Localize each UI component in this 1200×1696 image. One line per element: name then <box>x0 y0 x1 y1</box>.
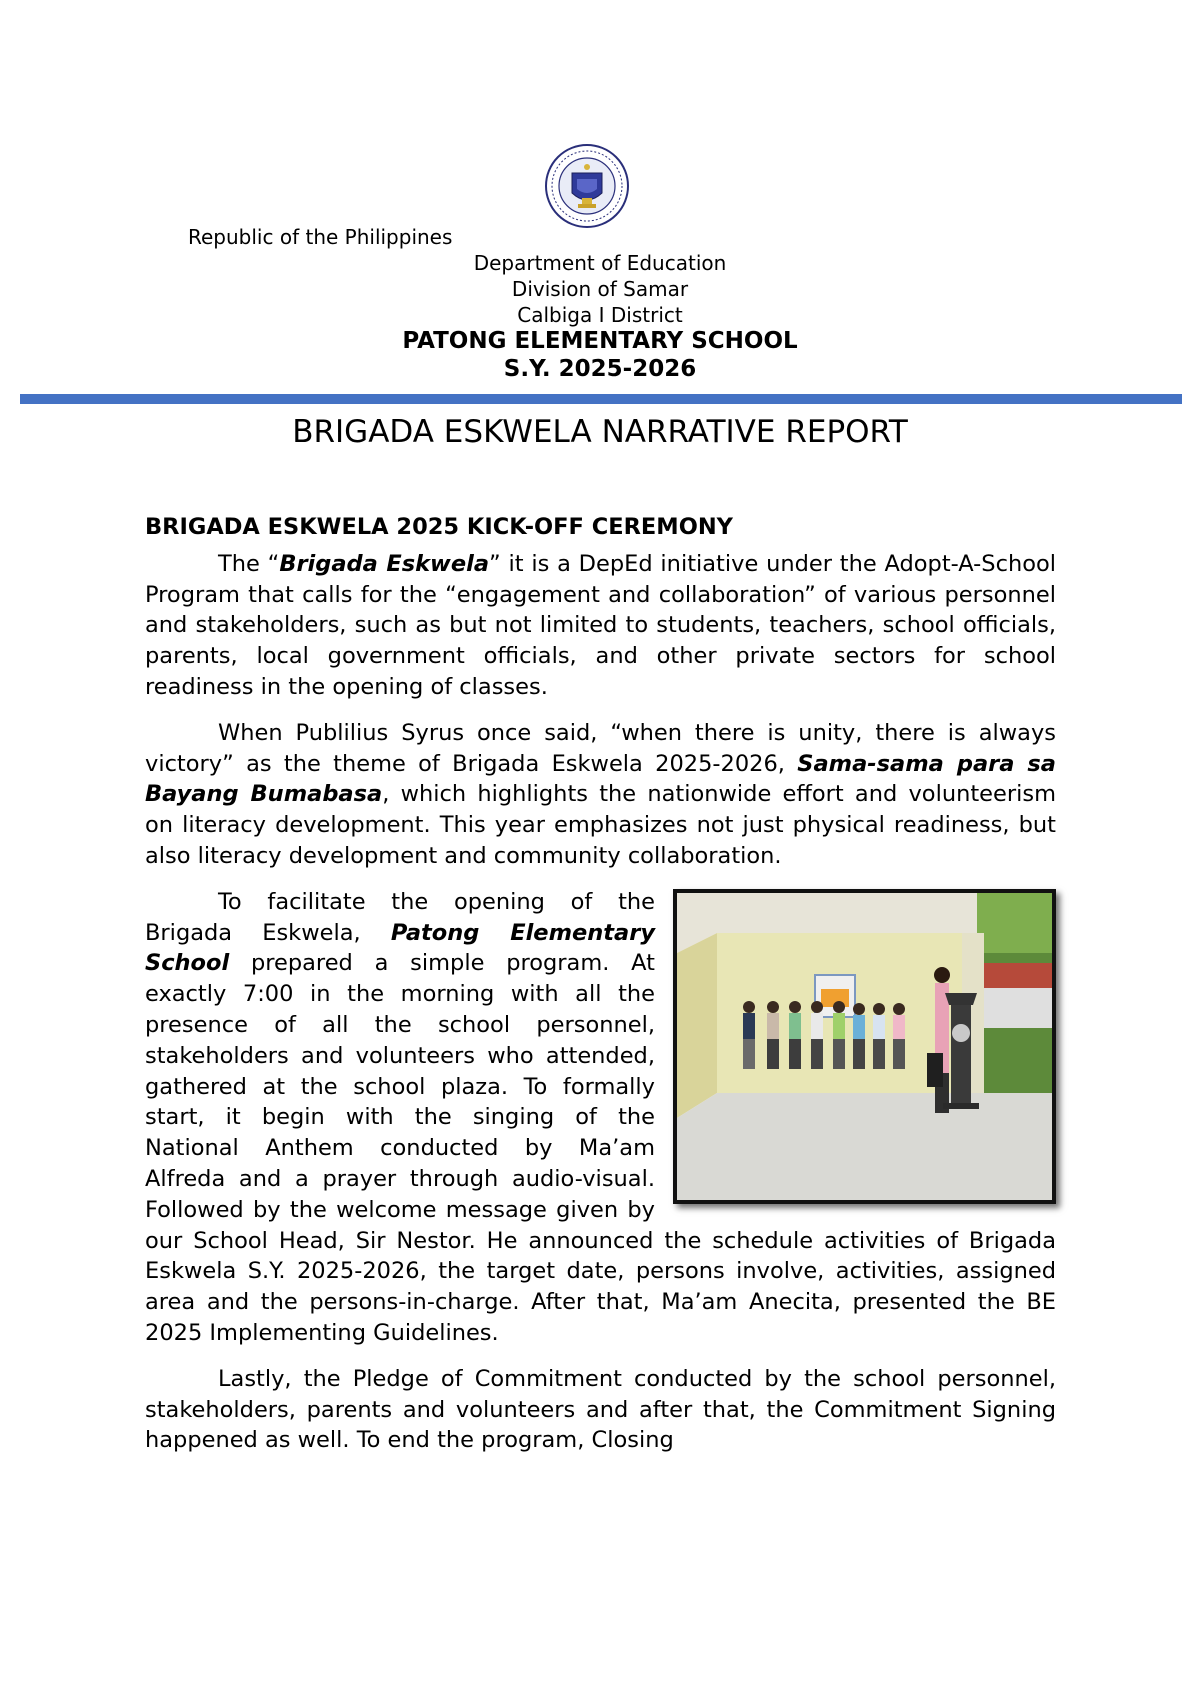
p3-text-c: prepared a simple program. At exactly 7:00 in the morning with all the presence of all the school personnel, stakeholders and volunteers who attended, gathered at the school plaza. To formally start, it begin with the singing of the National Anthem conducted by Ma’am Alfreda and a prayer through audio-visual. Followed by the welcome message given by our School Head, Sir Nestor. He announced the schedule activities of Brigada Eskwela S.Y. 2025-2026, the target date, persons involve, activities, assigned area and the persons-in-charge. After that, Ma’am Anecita, presented the BE 2025 Implementing Guidelines. <box>145 950 1056 1346</box>
report-title: BRIGADA ESKWELA NARRATIVE REPORT <box>292 414 908 450</box>
p2-text-a: When Publilius Syrus once said, “when there is unity, there is always victory” as the theme of Brigada Eskwela 2025-2026, <box>145 719 1056 777</box>
paragraph-theme <box>145 718 1056 872</box>
division-line: Division of Samar <box>511 277 689 301</box>
p1-text-a: The “ <box>218 550 280 577</box>
report-body <box>145 512 1056 1471</box>
paragraph-closing: Lastly, the Pledge of Commitment conducted by the school personnel, stakeholders, parents and volunteers and after that, the Commitment Signing happened as well. To end the program, Closing <box>145 1365 1056 1454</box>
p2-text-c: , which highlights the nationwide effort and volunteerism on literacy development. This year emphasizes not just physical readiness, but also literacy development and community collaboration. <box>145 781 1056 869</box>
district-line: Calbiga I District <box>517 303 683 327</box>
deped-seal-icon <box>544 143 630 229</box>
p1-text-c: ” it is a DepEd initiative under the Adopt-A-School Program that calls for the “engagement and collaboration” of various personnel and stakeholders, such as but not limited to students, teachers, school officials, parents, local government officials, and other private sectors for school readiness in the opening of classes. <box>145 550 1056 700</box>
school-year: S.Y. 2025-2026 <box>503 356 697 382</box>
department-line: Department of Education <box>473 251 727 275</box>
p3-text-a: To facilitate the opening of the Brigada Eskwela, <box>145 888 655 946</box>
p3-emphasis: Patong Elementary School <box>145 919 655 977</box>
p1-emphasis: Brigada Eskwela <box>279 550 489 577</box>
ceremony-photo-image <box>677 893 1052 1200</box>
republic-line: Republic of the Philippines <box>188 225 453 249</box>
school-name: PATONG ELEMENTARY SCHOOL <box>402 328 798 354</box>
paragraph-intro <box>145 549 1056 703</box>
p2-emphasis: Sama-sama para sa Bayang Bumabasa <box>145 750 1056 808</box>
section-heading: BRIGADA ESKWELA 2025 KICK-OFF CEREMONY <box>145 514 733 540</box>
ceremony-photo <box>673 889 1056 1204</box>
header-divider <box>20 394 1182 404</box>
